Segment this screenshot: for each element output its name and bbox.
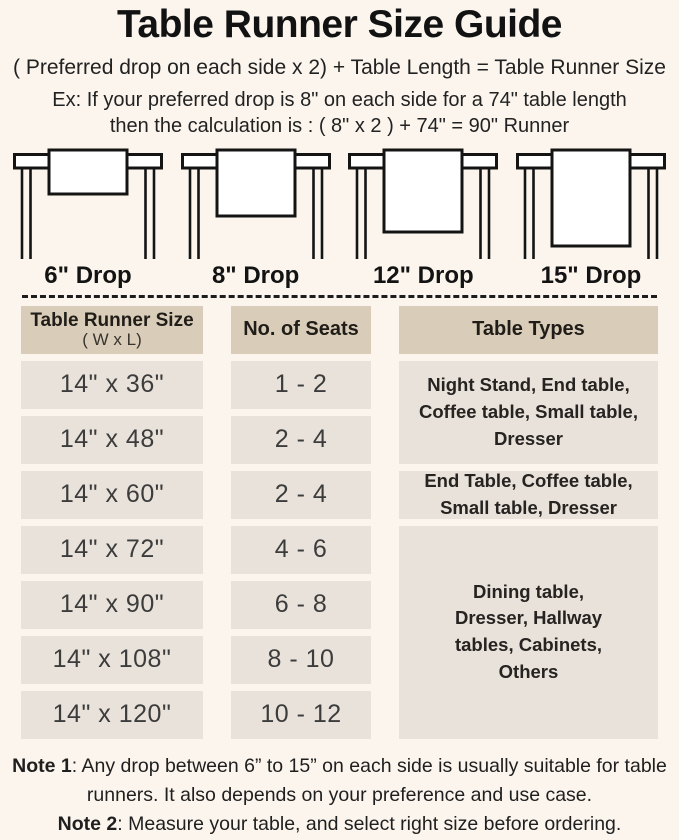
size-cell: 14" x 72" (21, 526, 203, 574)
size-cell: 14" x 108" (21, 636, 203, 684)
seats-cell: 10 - 12 (231, 691, 371, 739)
size-cell: 14" x 48" (21, 416, 203, 464)
seats-cell: 2 - 4 (231, 471, 371, 519)
drop-label-6: 6" Drop (44, 261, 132, 289)
size-cell: 14" x 36" (21, 361, 203, 409)
formula-line: ( Preferred drop on each side x 2) + Table Length = Table Runner Size (13, 56, 666, 79)
table-types-cell-large: Dining table, Dresser, Hallway tables, Cabinets, Others (399, 526, 658, 739)
seats-cell: 6 - 8 (231, 581, 371, 629)
dashed-divider (22, 295, 657, 298)
drop-label-15: 15" Drop (540, 261, 642, 289)
table-diagram-6-drop (13, 148, 163, 260)
drop-labels (0, 262, 679, 290)
table-runner-illustration-icon (13, 148, 163, 260)
example-line-1: Ex: If your preferred drop is 8" on each side for a 74" table length (52, 89, 627, 111)
example-line-2: then the calculation is : ( 8" x 2 ) + 74" = 90" Runner (109, 115, 570, 138)
size-cell: 14" x 60" (21, 471, 203, 519)
note-1: Note 1: Any drop between 6” to 15” on each side is usually suitable for table runners. It also depends on your preference and use case. (12, 754, 667, 807)
table-types-cell-medium: End Table, Coffee table, Small table, Dresser (399, 471, 658, 519)
table-runner-illustration-icon (348, 148, 498, 260)
header-table-types: Table Types (399, 306, 658, 354)
drop-diagrams (0, 148, 679, 260)
table-runner-illustration-icon (181, 148, 331, 260)
note-2: Note 2: Measure your table, and select right size before ordering. (57, 813, 622, 836)
page-title: Table Runner Size Guide (116, 3, 563, 46)
header-runner-size-sub: ( W x L) (82, 330, 142, 350)
table-diagram-8-drop (181, 148, 331, 260)
size-table (0, 306, 679, 739)
size-cell: 14" x 120" (21, 691, 203, 739)
header-runner-size-title: Table Runner Size (30, 309, 194, 331)
footer-notes (0, 752, 679, 840)
seats-cell: 2 - 4 (231, 416, 371, 464)
example-lines (0, 87, 679, 140)
seats-cell: 1 - 2 (231, 361, 371, 409)
table-types-cell-small: Night Stand, End table, Coffee table, Small table, Dresser (399, 361, 658, 464)
table-diagram-15-drop (516, 148, 666, 260)
table-diagram-12-drop (348, 148, 498, 260)
header-runner-size (21, 306, 203, 354)
table-runner-illustration-icon (516, 148, 666, 260)
seats-cell: 4 - 6 (231, 526, 371, 574)
seats-cell: 8 - 10 (231, 636, 371, 684)
size-cell: 14" x 90" (21, 581, 203, 629)
drop-label-12: 12" Drop (372, 261, 474, 289)
header-seats: No. of Seats (231, 306, 371, 354)
drop-label-8: 8" Drop (211, 261, 300, 289)
